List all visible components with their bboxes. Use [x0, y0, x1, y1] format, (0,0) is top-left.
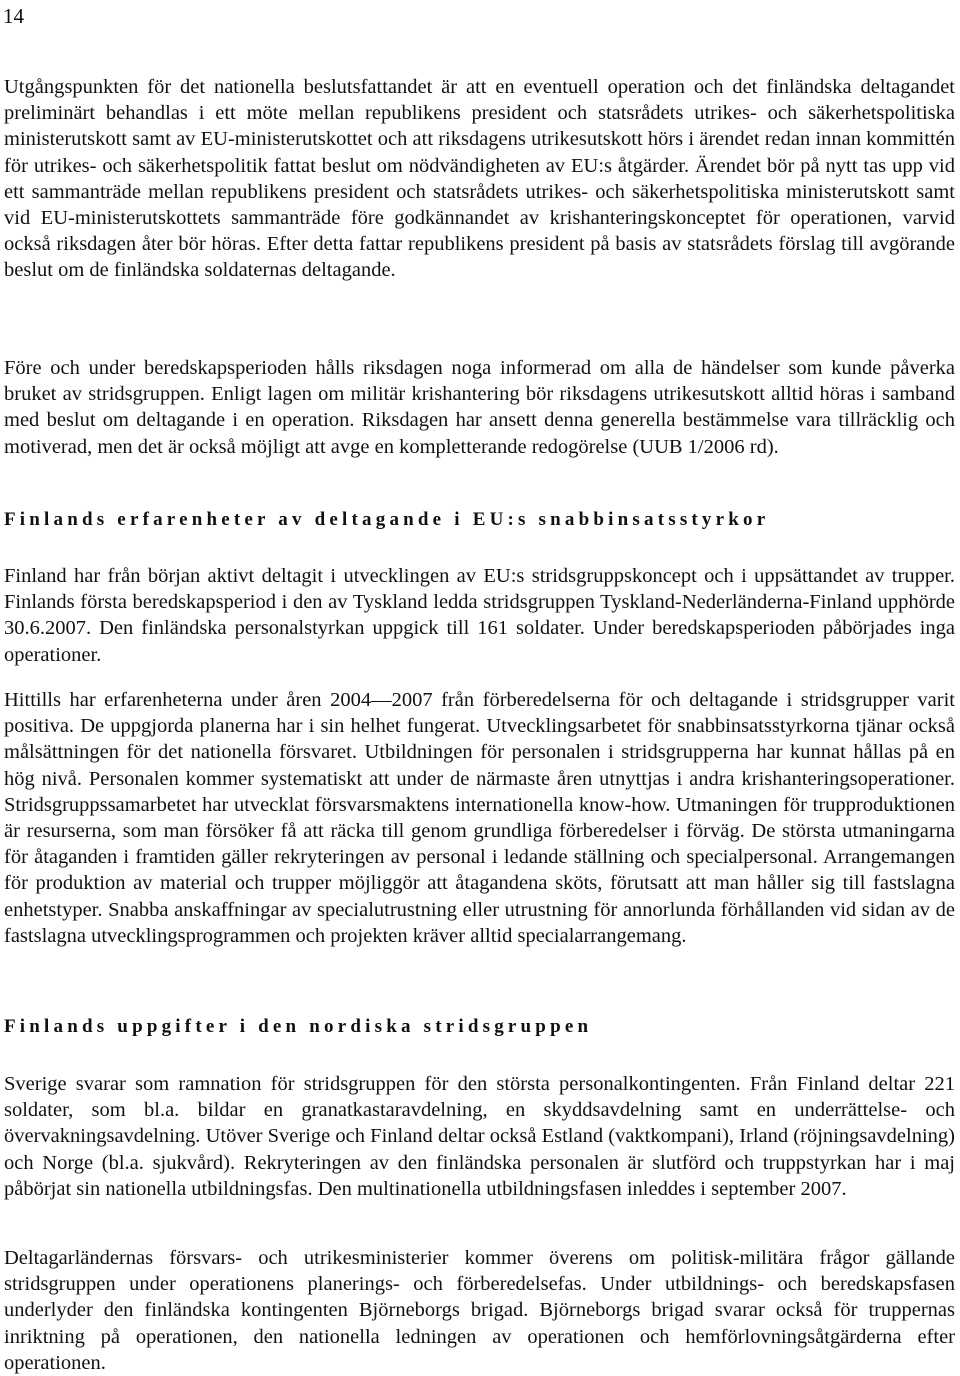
page-number: 14	[3, 4, 24, 28]
paragraph-decision-making: Utgångspunkten för det nationella beslutsfattandet är att en eventuell operation och det finländska deltagandet preliminärt behandlas i ett möte mellan republikens president och statsrådets utrikes- och säkerhetspolitiska ministerutskott samt av EU-ministerutskottet och att riksdagens utrikesutskott hörs i ärendet redan innan kommittén för utrikes- och säkerhetspolitik fattat beslut om nödvändigheten av EU:s åtgärder. Ärendet bör på nytt tas upp vid ett sammanträde mellan republikens president och statsrådets utrikes- och säkerhetspolitiska ministerutskott samt vid EU-ministerutskottets sammanträde före godkännandet av krishanteringskonceptet för operationen, varvid också riksdagen åter bör höras. Efter detta fattar republikens president på basis av statsrådets förslag till avgörande beslut om de finländska soldaternas deltagande.	[4, 76, 955, 282]
paragraph-framework-nation: Sverige svarar som ramnation för stridsgruppen för den största personalkontingenten. Från Finland deltar 221 soldater, som bl.a. bildar en granatkastaravdelning, en skyddsavdelning samt en underrättelse- och övervakningsavdelning. Utöver Sverige och Finland deltar också Estland (vaktkompani), Irland (röjningsavdelning) och Norge (bl.a. sjukvård). Rekryteringen av den finländska personalen är slutförd och truppstyrkan har i maj påbörjat sin nationella utbildningsfas. Den multinationella utbildningsfasen inleddes i september 2007.	[4, 1073, 955, 1200]
paragraph-battlegroup-participation: Finland har från början aktivt deltagit i utvecklingen av EU:s stridsgruppskoncept och i uppsättandet av trupper. Finlands första beredskapsperiod i den av Tyskland ledda stridsgruppen Tyskland-Nederländerna-Finland upphörde 30.6.2007. Den finländska personalstyrkan uppgick till 161 soldater. Under beredskapsperioden påbörjades inga operationer.	[4, 565, 955, 666]
paragraph-participating-ministries: Deltagarländernas försvars- och utrikesministerier kommer överens om politisk-militära frågor gällande stridsgruppen under operationens planerings- och förberedelsefas. Under utbildnings- och beredskapsfasen underlyder den finländska kontingenten Björneborgs brigad. Björneborgs brigad svarar också för truppernas inriktning på operationen, den nationella ledningen av operationen och hemförlovningsåtgärderna efter operationen.	[4, 1247, 955, 1374]
paragraph-experiences-2004-2007: Hittills har erfarenheterna under åren 2004—2007 från förberedelserna för och deltagande i stridsgrupper varit positiva. De uppgjorda planerna har i sin helhet fungerat. Utvecklingsarbetet för snabbinsatsstyrkorna tjänar också målsättningen för det nationella försvaret. Utbildningen för personalen i stridsgrupperna har kunnat hållas på en hög nivå. Personalen kommer systematiskt att under de närmaste åren utnyttjas i andra krishanteringsoperationer. Stridsgruppssamarbetet har utvecklat försvarsmaktens internationella know-how. Utmaningen för trupproduktionen är resurserna, som man försöker få att räcka till genom grundliga förberedelser i förväg. De största utmaningarna för åtaganden i framtiden gäller rekryteringen av personal i ledande ställning och specialpersonal. Arrangemangen för produktion av material och trupper möjliggör att åtagandena sköts, förutsatt att man håller sig till fastslagna enhetstyper. Snabba anskaffningar av specialutrustning eller utrustning för annorlunda förhållanden vid sidan av de fastslagna utvecklingsprogrammen och projekten kräver alltid specialarrangemang.	[4, 689, 955, 947]
section-heading-nordic-tasks: Finlands uppgifter i den nordiska stridsgruppen	[4, 1016, 593, 1037]
paragraph-readiness-information: Före och under beredskapsperioden hålls riksdagen noga informerad om alla de händelser som kunde påverka bruket av stridsgruppen. Enligt lagen om militär krishantering bör riksdagens utrikesutskott alltid höras i samband med beslut om deltagande i en operation. Riksdagen har ansett denna generella bestämmelse vara tillräcklig och motiverad, men det är också möjligt att avge en kompletterande redogörelse (UUB 1/2006 rd).	[4, 357, 955, 458]
section-heading-experiences: Finlands erfarenheter av deltagande i EU:s snabbinsatsstyrkor	[4, 509, 770, 530]
